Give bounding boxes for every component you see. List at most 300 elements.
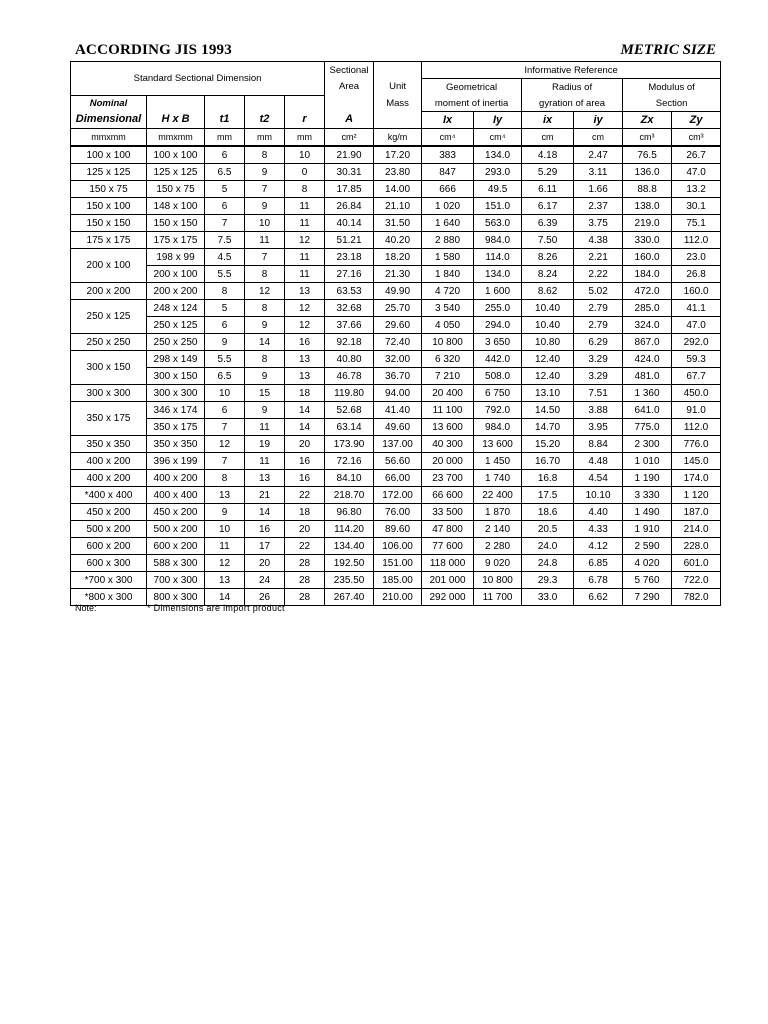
data-cell: 400 x 400 [147,487,205,504]
data-cell: 1 020 [422,198,474,215]
data-cell: 8.26 [522,249,574,266]
nominal-cell: 400 x 200 [71,453,147,470]
data-cell: 700 x 300 [147,572,205,589]
data-cell: 4 720 [422,283,474,300]
data-cell: 12 [285,300,325,317]
data-cell: 13.10 [522,385,574,402]
data-cell: 59.3 [672,351,721,368]
data-cell: 8.24 [522,266,574,283]
nominal-cell: 350 x 350 [71,436,147,453]
table-row [71,470,721,487]
data-cell: 7 [205,453,245,470]
data-cell: 3 650 [474,334,522,351]
data-cell: 10 [285,146,325,164]
data-cell: 2 300 [623,436,672,453]
data-cell: 150 x 150 [147,215,205,232]
units-row [71,129,721,147]
table-row [71,181,721,198]
data-cell: 4.48 [574,453,623,470]
data-cell: 198 x 99 [147,249,205,266]
data-cell: 31.50 [374,215,422,232]
data-cell: 7.5 [205,232,245,249]
data-cell: 300 x 150 [147,368,205,385]
data-cell: 3.95 [574,419,623,436]
data-cell: 14.50 [522,402,574,419]
data-cell: 17.5 [522,487,574,504]
geo-header-2: moment of inertia [422,95,522,112]
data-cell: 350 x 175 [147,419,205,436]
data-cell: 396 x 199 [147,453,205,470]
data-cell: 112.0 [672,232,721,249]
data-cell: 4.33 [574,521,623,538]
nominal-cell: *800 x 300 [71,589,147,606]
data-cell: 13 [285,368,325,385]
data-cell: 11 [285,198,325,215]
data-cell: 330.0 [623,232,672,249]
data-cell: 114.20 [325,521,374,538]
data-cell: 3.29 [574,351,623,368]
data-cell: 32.00 [374,351,422,368]
data-cell: 66 600 [422,487,474,504]
data-cell: 17.20 [374,146,422,164]
data-cell: 150 x 75 [147,181,205,198]
t2-header-blank [245,95,285,112]
nominal-cell: 300 x 150 [71,351,147,385]
data-cell: 346 x 174 [147,402,205,419]
data-cell: 2 140 [474,521,522,538]
table-row [71,266,721,283]
table-row [71,300,721,317]
data-cell: 588 x 300 [147,555,205,572]
nominal-cell: 125 x 125 [71,164,147,181]
a-symbol: A [325,112,374,129]
data-cell: 6 [205,198,245,215]
data-cell: 10 [205,521,245,538]
unit-cell: mm [285,129,325,147]
data-cell: 6 [205,146,245,164]
data-cell: 24.0 [522,538,574,555]
data-cell: 11 [285,215,325,232]
data-cell: 1.66 [574,181,623,198]
data-cell: 16 [285,470,325,487]
data-cell: 867.0 [623,334,672,351]
data-cell: 20 [285,521,325,538]
data-cell: 10.10 [574,487,623,504]
table-row [71,504,721,521]
data-cell: 5.5 [205,351,245,368]
data-cell: 16 [285,334,325,351]
data-cell: 1 450 [474,453,522,470]
t1-header-blank [205,95,245,112]
data-cell: 7 [245,249,285,266]
data-cell: 300 x 300 [147,385,205,402]
data-cell: 49.90 [374,283,422,300]
data-cell: 4 020 [623,555,672,572]
data-cell: 20 [245,555,285,572]
data-cell: 9 [245,317,285,334]
size-system-label: METRIC SIZE [620,42,716,58]
data-cell: 14 [285,402,325,419]
data-cell: 84.10 [325,470,374,487]
data-cell: 6 [205,317,245,334]
data-cell: 292.0 [672,334,721,351]
data-cell: 27.16 [325,266,374,283]
data-cell: 112.0 [672,419,721,436]
data-cell: 16.8 [522,470,574,487]
data-cell: 1 120 [672,487,721,504]
data-cell: 25.70 [374,300,422,317]
nominal-cell: 200 x 200 [71,283,147,300]
unit-cell: cm⁴ [422,129,474,147]
data-cell: 2.79 [574,317,623,334]
data-cell: 500 x 200 [147,521,205,538]
data-cell: 2.21 [574,249,623,266]
data-cell: 782.0 [672,589,721,606]
data-cell: 23.0 [672,249,721,266]
data-cell: 21.10 [374,198,422,215]
data-cell: 7.50 [522,232,574,249]
data-cell: 114.0 [474,249,522,266]
header-row-3 [71,95,721,112]
data-cell: 76.5 [623,146,672,164]
data-cell: 47.0 [672,164,721,181]
nominal-header: Nominal [71,95,147,112]
data-cell: 94.00 [374,385,422,402]
data-cell: 20.5 [522,521,574,538]
data-cell: 28 [285,589,325,606]
data-cell: 6.39 [522,215,574,232]
data-cell: 7 290 [623,589,672,606]
data-cell: 12.40 [522,368,574,385]
data-cell: 3.88 [574,402,623,419]
table-row [71,232,721,249]
data-cell: 22 [285,487,325,504]
data-cell: 136.0 [623,164,672,181]
data-cell: 7 [245,181,285,198]
unit-cell: cm [522,129,574,147]
data-cell: 148 x 100 [147,198,205,215]
data-cell: 96.80 [325,504,374,521]
data-cell: 10 [205,385,245,402]
hxb-header-blank [147,95,205,112]
data-cell: 72.40 [374,334,422,351]
data-cell: 4 050 [422,317,474,334]
data-cell: 9 020 [474,555,522,572]
data-cell: 2.47 [574,146,623,164]
data-cell: 6.17 [522,198,574,215]
data-cell: 187.0 [672,504,721,521]
data-cell: 63.14 [325,419,374,436]
ix-upper-symbol: Ix [422,112,474,129]
nominal-cell: 100 x 100 [71,146,147,164]
note-text: * Dimensions are import product [147,603,285,613]
data-cell: 13.2 [672,181,721,198]
data-cell: 6.5 [205,164,245,181]
data-cell: 63.53 [325,283,374,300]
data-cell: 722.0 [672,572,721,589]
data-cell: 200 x 100 [147,266,205,283]
table-row [71,538,721,555]
unit-cell: cm [574,129,623,147]
data-cell: 13 600 [422,419,474,436]
data-cell: 219.0 [623,215,672,232]
nominal-cell: 150 x 100 [71,198,147,215]
data-cell: 151.00 [374,555,422,572]
data-cell: 15 [245,385,285,402]
area-header-blank [325,95,374,112]
data-cell: 75.1 [672,215,721,232]
data-cell: 442.0 [474,351,522,368]
nominal-cell: 250 x 125 [71,300,147,334]
data-cell: 3.11 [574,164,623,181]
nominal-cell: 500 x 200 [71,521,147,538]
data-cell: 11 [245,453,285,470]
zy-symbol: Zy [672,112,721,129]
data-cell: 3 330 [623,487,672,504]
data-cell: 52.68 [325,402,374,419]
data-cell: 8 [285,181,325,198]
nominal-cell: 200 x 100 [71,249,147,283]
data-cell: 1 870 [474,504,522,521]
data-cell: 4.5 [205,249,245,266]
data-cell: 4.12 [574,538,623,555]
data-cell: 100 x 100 [147,146,205,164]
header-row-1 [71,62,721,79]
data-cell: 210.00 [374,589,422,606]
data-cell: 10.40 [522,300,574,317]
data-cell: 185.00 [374,572,422,589]
unit-cell: cm⁴ [474,129,522,147]
data-cell: 400 x 200 [147,470,205,487]
nominal-cell: 175 x 175 [71,232,147,249]
data-cell: 8 [245,351,285,368]
data-cell: 1 010 [623,453,672,470]
data-cell: 13 [205,572,245,589]
data-cell: 33.0 [522,589,574,606]
table-row [71,351,721,368]
data-cell: 255.0 [474,300,522,317]
table-row [71,368,721,385]
data-cell: 134.0 [474,266,522,283]
data-cell: 201 000 [422,572,474,589]
data-cell: 8 [205,283,245,300]
data-cell: 40.80 [325,351,374,368]
data-cell: 174.0 [672,470,721,487]
unit-cell: cm² [325,129,374,147]
data-cell: 16 [245,521,285,538]
data-cell: 22 400 [474,487,522,504]
data-cell: 2.79 [574,300,623,317]
data-cell: 175 x 175 [147,232,205,249]
unit-cell: mm [245,129,285,147]
nominal-cell: 350 x 175 [71,402,147,436]
unit-cell: kg/m [374,129,422,147]
data-cell: 1 190 [623,470,672,487]
document-title: ACCORDING JIS 1993 [75,42,232,58]
data-cell: 33 500 [422,504,474,521]
data-cell: 1 580 [422,249,474,266]
data-cell: 1 600 [474,283,522,300]
data-cell: 21.30 [374,266,422,283]
table-row [71,402,721,419]
sectional-header: Sectional [325,62,374,79]
data-cell: 472.0 [623,283,672,300]
data-cell: 49.60 [374,419,422,436]
iy-lower-symbol: iy [574,112,623,129]
data-cell: 8.84 [574,436,623,453]
data-cell: 6 320 [422,351,474,368]
data-cell: 18.20 [374,249,422,266]
data-cell: 134.40 [325,538,374,555]
data-cell: 160.0 [672,283,721,300]
data-cell: 92.18 [325,334,374,351]
data-cell: 294.0 [474,317,522,334]
data-cell: 3 540 [422,300,474,317]
data-cell: 9 [245,164,285,181]
data-cell: 5 [205,300,245,317]
data-cell: 4.40 [574,504,623,521]
data-cell: 984.0 [474,232,522,249]
data-cell: 11 [285,266,325,283]
data-cell: 47 800 [422,521,474,538]
r-symbol: r [285,112,325,129]
data-cell: 600 x 200 [147,538,205,555]
data-cell: 563.0 [474,215,522,232]
data-cell: 88.8 [623,181,672,198]
data-cell: 481.0 [623,368,672,385]
data-cell: 4.18 [522,146,574,164]
iy-upper-symbol: Iy [474,112,522,129]
data-cell: 12 [205,555,245,572]
table-row [71,487,721,504]
data-cell: 137.00 [374,436,422,453]
data-cell: 41.1 [672,300,721,317]
data-cell: 9 [205,334,245,351]
data-cell: 5.02 [574,283,623,300]
data-cell: 383 [422,146,474,164]
data-cell: 6.5 [205,368,245,385]
data-cell: 7 [205,215,245,232]
unit-cell: cm³ [623,129,672,147]
data-cell: 293.0 [474,164,522,181]
data-cell: 89.60 [374,521,422,538]
nominal-cell: 150 x 150 [71,215,147,232]
nominal-cell: 450 x 200 [71,504,147,521]
data-cell: 14 [205,589,245,606]
data-cell: 11 [245,232,285,249]
data-cell: 12 [205,436,245,453]
data-cell: 37.66 [325,317,374,334]
data-cell: 172.00 [374,487,422,504]
data-cell: 28 [285,555,325,572]
data-cell: 14.00 [374,181,422,198]
data-cell: 40 300 [422,436,474,453]
data-cell: 6.62 [574,589,623,606]
table-row [71,334,721,351]
data-cell: 218.70 [325,487,374,504]
data-cell: 5 [205,181,245,198]
data-cell: 9 [245,368,285,385]
nominal-cell: *400 x 400 [71,487,147,504]
data-cell: 0 [285,164,325,181]
data-cell: 21.90 [325,146,374,164]
data-cell: 1 640 [422,215,474,232]
data-cell: 2 880 [422,232,474,249]
unit-cell: cm³ [672,129,721,147]
data-cell: 10 800 [422,334,474,351]
data-cell: 776.0 [672,436,721,453]
data-cell: 250 x 125 [147,317,205,334]
table-row [71,572,721,589]
unit-header-blank [374,62,422,79]
data-cell: 1 740 [474,470,522,487]
data-cell: 26.7 [672,146,721,164]
data-cell: 119.80 [325,385,374,402]
data-cell: 10.80 [522,334,574,351]
nominal-cell: 400 x 200 [71,470,147,487]
data-cell: 5.29 [522,164,574,181]
data-cell: 775.0 [623,419,672,436]
data-cell: 26.8 [672,266,721,283]
data-cell: 984.0 [474,419,522,436]
data-cell: 51.21 [325,232,374,249]
data-cell: 106.00 [374,538,422,555]
note-label: Note: [75,603,97,613]
data-cell: 6.11 [522,181,574,198]
data-cell: 56.60 [374,453,422,470]
data-cell: 76.00 [374,504,422,521]
data-cell: 47.0 [672,317,721,334]
data-cell: 6.78 [574,572,623,589]
mass-header: Mass [374,95,422,112]
data-cell: 118 000 [422,555,474,572]
data-cell: 22 [285,538,325,555]
symbol-row [71,112,721,129]
data-cell: 125 x 125 [147,164,205,181]
data-cell: 20 [285,436,325,453]
data-cell: 4.54 [574,470,623,487]
data-cell: 214.0 [672,521,721,538]
unit-cell: mmxmm [71,129,147,147]
data-cell: 792.0 [474,402,522,419]
data-cell: 20 400 [422,385,474,402]
data-cell: 12.40 [522,351,574,368]
data-cell: 2 280 [474,538,522,555]
unit-header: Unit [374,79,422,96]
table-row [71,436,721,453]
data-cell: 11 [245,419,285,436]
data-cell: 24 [245,572,285,589]
data-cell: 14.70 [522,419,574,436]
table-row [71,317,721,334]
data-cell: 11 100 [422,402,474,419]
data-cell: 30.1 [672,198,721,215]
data-cell: 16.70 [522,453,574,470]
data-cell: 800 x 300 [147,589,205,606]
data-cell: 285.0 [623,300,672,317]
data-cell: 5.5 [205,266,245,283]
data-cell: 6.85 [574,555,623,572]
data-cell: 23.18 [325,249,374,266]
table-row [71,521,721,538]
data-cell: 10.40 [522,317,574,334]
data-cell: 14 [285,419,325,436]
data-cell: 32.68 [325,300,374,317]
data-cell: 29.3 [522,572,574,589]
std-dimension-header: Standard Sectional Dimension [71,62,325,96]
data-cell: 17 [245,538,285,555]
data-cell: 847 [422,164,474,181]
